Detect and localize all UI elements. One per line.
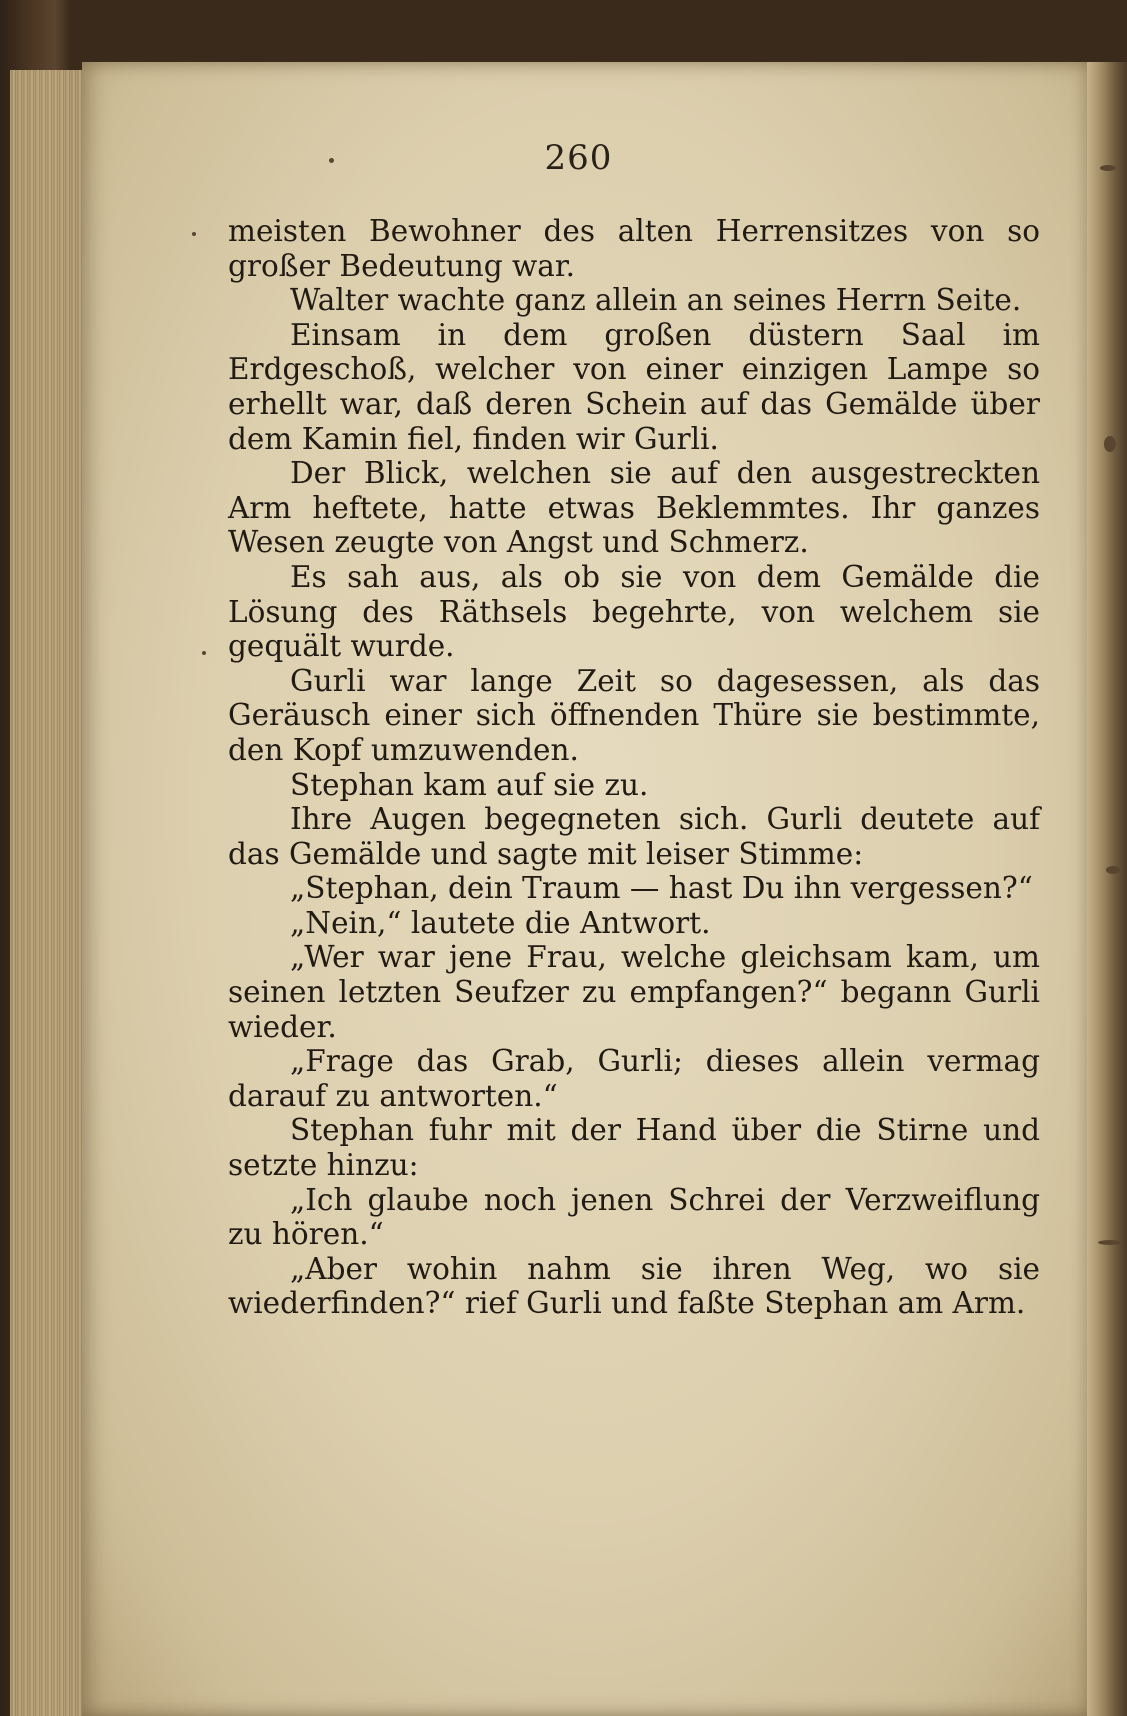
paragraph: „Nein,“ lautete die Antwort. <box>290 905 711 940</box>
body-text <box>228 214 1040 1321</box>
paragraph: Stephan fuhr mit der Hand über die Stirne und setzte hinzu: <box>228 1113 1040 1183</box>
page-edges <box>10 70 88 1716</box>
paragraph: „Aber wohin nahm sie ihren Weg, wo sie wiederfinden?“ rief Gurli und faßte Stephan am Arm. <box>228 1251 1040 1321</box>
paragraph: „Wer war jene Frau, welche gleichsam kam, um seinen letzten Seufzer zu empfangen?“ begann Gurli wieder. <box>228 940 1040 1044</box>
paragraph: Ihre Augen begegneten sich. Gurli deutete auf das Gemälde und sagte mit leiser Stimme: <box>228 802 1040 871</box>
paragraph: Walter wachte ganz allein an seines Herrn Seite. <box>290 283 1022 318</box>
paragraph: „Ich glaube noch jenen Schrei der Verzweiflung zu hören.“ <box>228 1182 1040 1252</box>
page-blemish <box>192 232 196 236</box>
book-gutter <box>1087 62 1127 1716</box>
paragraph: Gurli war lange Zeit so dagesessen, als das Geräusch einer sich öffnenden Thüre sie bestimmte, den Kopf umzuwenden. <box>228 663 1040 767</box>
paragraph: „Frage das Grab, Gurli; dieses allein vermag darauf zu antworten.“ <box>228 1044 1040 1113</box>
paragraph: Es sah aus, als ob sie von dem Gemälde die Lösung des Räthsels begehrte, von welchem sie gequält wurde. <box>228 559 1040 664</box>
page-blemish <box>1106 866 1120 874</box>
paragraph: meisten Bewohner des alten Herrensitzes von so großer Bedeutung war. <box>228 214 1040 283</box>
page-number: 260 <box>544 138 613 178</box>
page-blemish <box>202 651 206 655</box>
page-blemish <box>1104 436 1116 452</box>
paragraph: „Stephan, dein Traum — hast Du ihn vergessen?“ <box>290 871 1033 906</box>
page-blemish <box>1098 1240 1122 1245</box>
paragraph: Der Blick, welchen sie auf den ausgestreckten Arm heftete, hatte etwas Beklemmtes. Ihr ganzes Wesen zeugte von Angst und Schmerz. <box>228 456 1040 560</box>
paragraph: Einsam in dem großen düstern Saal im Erdgeschoß, welcher von einer einzigen Lampe so erhellt war, daß deren Schein auf das Gemälde über dem Kamin fiel, finden wir Gurli. <box>228 317 1040 456</box>
paragraph: Stephan kam auf sie zu. <box>290 767 649 802</box>
